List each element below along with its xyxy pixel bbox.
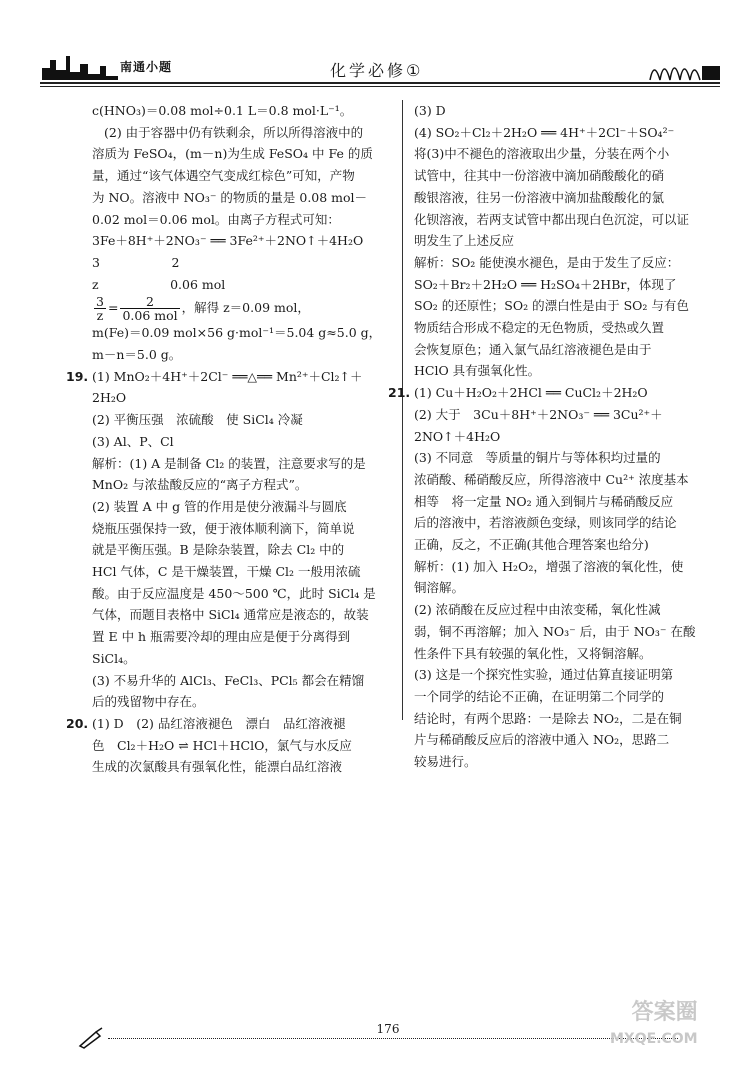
text-line: 烧瓶压强保持一致，便于液体顺利滴下，简单说: [92, 520, 355, 536]
column-divider: [402, 100, 403, 720]
text-line: 解析：(1) A 是制备 Cl₂ 的装置，注意要求写的是: [92, 455, 366, 471]
text-line: (2) 由于容器中仍有铁剩余，所以所得溶液中的: [104, 124, 364, 140]
text-line: c(HNO₃)＝0.08 mol÷0.1 L＝0.8 mol·L⁻¹。: [92, 103, 353, 118]
equation-line: (1) MnO₂＋4H⁺＋2Cl⁻ ══△══ Mn²⁺＋Cl₂↑＋: [92, 368, 363, 384]
text-line: 为 NO。溶液中 NO₃⁻ 的物质的量是 0.08 mol－: [92, 189, 368, 205]
text-line: 酸银溶液，往另一份溶液中滴加盐酸酸化的氯: [414, 189, 665, 205]
left-column: [66, 100, 392, 778]
text-line: 气体，而题目表格中 SiCl₄ 通常应是液态的，故装: [92, 607, 369, 623]
text-line: 物质结合形成不稳定的无色物质，受热或久置: [414, 320, 665, 336]
text-line: 相等 将一定量 NO₂ 通入到铜片与稀硝酸反应: [414, 493, 674, 509]
equation-line: (4) SO₂＋Cl₂＋2H₂O ══ 4H⁺＋2Cl⁻＋SO₄²⁻: [414, 124, 675, 140]
text-line: (2) 浓硝酸在反应过程中由浓变稀，氧化性减: [414, 602, 661, 618]
text-line: (2) 装置 A 中 g 管的作用是使分液漏斗与圆底: [92, 498, 347, 514]
text-line: 正确，反之，不正确(其他合理答案也给分): [414, 537, 649, 553]
text-line: 会恢复原色；通入氯气品红溶液褪色是由于: [414, 341, 652, 357]
text-line: 生成的次氯酸具有强氧化性，能漂白品红溶液: [92, 759, 343, 775]
text-line: (3) 不易升华的 AlCl₃、FeCl₃、PCl₅ 都会在精馏: [92, 672, 365, 688]
text-line: 解析：SO₂ 能使溴水褪色，是由于发生了反应：: [414, 254, 680, 270]
text-line: 结论时，有两个思路：一是除去 NO₂，二是在铜: [414, 710, 682, 726]
decorative-flower-icon: [640, 50, 720, 82]
text-line: 一个同学的结论不正确，在证明第二个同学的: [414, 688, 665, 704]
header-rule: [40, 82, 720, 84]
text-line: 明发生了上述反应: [414, 233, 515, 249]
text-line: z 0.06 mol: [92, 276, 226, 292]
text-line: (1) D (2) 品红溶液褪色 漂白 品红溶液褪: [92, 715, 346, 731]
text-line: 将(3)中不褪色的溶液取出少量，分装在两个小: [414, 146, 670, 162]
text-line: 酸。由于反应温度是 450～500 ℃，此时 SiCl₄ 是: [92, 585, 376, 601]
question-number: 21.: [388, 385, 411, 401]
text-line: m(Fe)＝0.09 mol×56 g·mol⁻¹＝5.04 g≈5.0 g，: [92, 325, 382, 341]
text-line: 后的溶液中，若溶液颜色变绿，则该同学的结论: [414, 515, 677, 531]
text-line: 3 2: [92, 254, 180, 270]
brand-name: 南通小题: [120, 60, 173, 74]
text-line: 2NO↑＋4H₂O: [414, 428, 501, 444]
text-line: (2) 平衡压强 浓硫酸 使 SiCl₄ 冷凝: [92, 412, 303, 428]
text-line: m－n＝5.0 g。: [92, 347, 182, 363]
watermark-line: MXQE.COM: [610, 1031, 698, 1047]
text-line: 0.02 mol＝0.06 mol。由离子方程式可知：: [92, 211, 340, 227]
question-number: 20.: [66, 715, 89, 731]
text-line: 弱，铜不再溶解；加入 NO₃⁻ 后，由于 NO₃⁻ 在酸: [414, 623, 696, 639]
text-line: 2H₂O: [92, 390, 127, 406]
text-line: (3) 不同意 等质量的铜片与等体积均过量的: [414, 450, 661, 466]
text-line: 浓硝酸、稀硝酸反应，所得溶液中 Cu²⁺ 浓度基本: [414, 471, 689, 487]
fraction: $\frac{2}{\text{0.06 mol}}$: [122, 294, 178, 324]
equation-line: (1) Cu＋H₂O₂＋2HCl ══ CuCl₂＋2H₂O: [414, 385, 648, 401]
text-line: 后的残留物中存在。: [92, 694, 205, 710]
subject-title: 化学必修①: [330, 61, 424, 80]
text-line: 较易进行。: [414, 754, 477, 770]
text-line: 性条件下具有较强的氧化性，又将铜溶解。: [414, 645, 652, 661]
text-line: 化钡溶液，若两支试管中都出现白色沉淀，可以证: [414, 211, 690, 227]
fraction-line: $\frac{3}{z}$ = $\frac{2}{\text{0.06 mol}}$ ，解得 z＝0.09 mol，: [96, 294, 310, 324]
pen-icon: [78, 1026, 106, 1050]
fraction: $\frac{3}{z}$: [96, 294, 104, 324]
equation-line: SO₂＋Br₂＋2H₂O ══ H₂SO₄＋2HBr，体现了: [414, 276, 677, 292]
equation-line: (2) 大于 3Cu＋8H⁺＋2NO₃⁻ ══ 3Cu²⁺＋: [414, 406, 663, 422]
text-line: SO₂ 的还原性；SO₂ 的漂白性是由于 SO₂ 与有色: [414, 298, 689, 314]
watermark-line: 答案圈: [631, 1000, 698, 1025]
text-line: (3) D: [414, 103, 446, 118]
header-rule-thin: [40, 86, 720, 87]
text-line: 溶质为 FeSO₄，(m－n)为生成 FeSO₄ 中 Fe 的质: [92, 146, 373, 162]
question-number: 19.: [66, 368, 89, 384]
text-line: (3) 这是一个探究性实验，通过估算直接证明第: [414, 667, 674, 683]
text-line: (3) Al、P、Cl: [92, 433, 174, 449]
footer-rule: [108, 1038, 678, 1039]
text-line: 试管中，往其中一份溶液中滴加硝酸酸化的硝: [414, 168, 665, 184]
text-line: HClO 具有强氧化性。: [414, 363, 541, 379]
text-line: SiCl₄。: [92, 650, 136, 666]
text-line: 置 E 中 h 瓶需要冷却的理由应是便于分离得到: [92, 629, 351, 645]
text-line: MnO₂ 与浓盐酸反应的“离子方程式”。: [92, 477, 308, 493]
text-line: 片与稀硝酸反应后的溶液中通入 NO₂，思路二: [414, 732, 670, 748]
page-header: [40, 50, 720, 94]
page-number: 176: [368, 1022, 408, 1036]
right-column: [388, 100, 704, 773]
text-line: HCl 气体，C 是干燥装置，干燥 Cl₂ 一般用浓硫: [92, 564, 361, 580]
text-line: 色 Cl₂＋H₂O ⇌ HCl＋HClO，氯气与水反应: [92, 737, 352, 753]
watermark: [610, 1000, 698, 1052]
text-line: 量，通过“该气体遇空气变成红棕色”可知，产物: [92, 168, 355, 184]
text-line: 解析：(1) 加入 H₂O₂，增强了溶液的氧化性，使: [414, 558, 684, 574]
brand-logo: [40, 50, 210, 82]
city-skyline-icon: [40, 50, 120, 82]
text-line: 铜溶解。: [414, 580, 465, 596]
text-line: 就是平衡压强。B 是除杂装置，除去 Cl₂ 中的: [92, 542, 345, 558]
equation-line: 3Fe＋8H⁺＋2NO₃⁻ ══ 3Fe²⁺＋2NO↑＋4H₂O: [92, 233, 364, 249]
